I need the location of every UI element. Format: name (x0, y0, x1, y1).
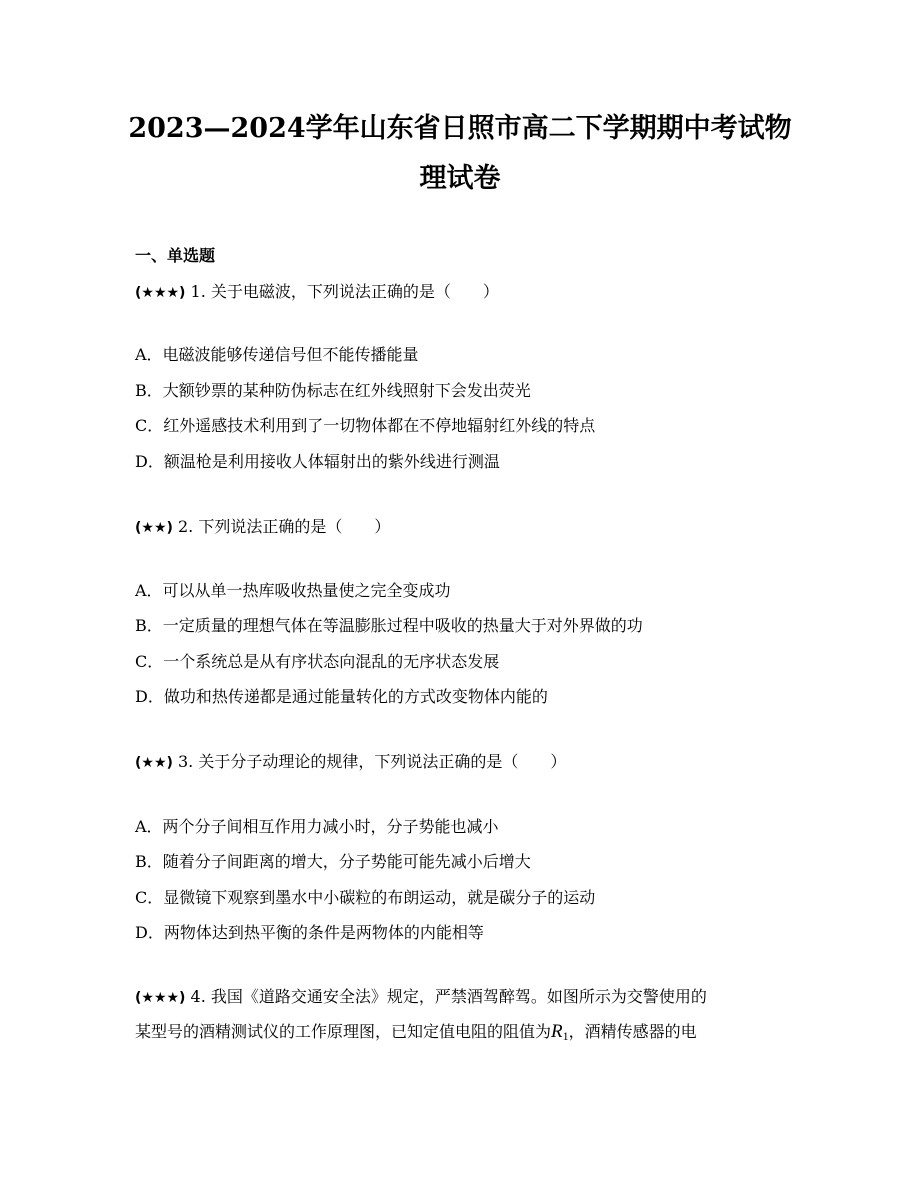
question-3-option-a: A．两个分子间相互作用力减小时，分子势能也减小 (135, 817, 499, 836)
question-1-option-c: C．红外遥感技术利用到了一切物体都在不停地辐射红外线的特点 (135, 416, 596, 435)
question-2-stem (135, 516, 390, 539)
difficulty-stars: (★★) (135, 520, 173, 536)
question-text: 某型号的酒精测试仪的工作原理图，已知定值电阻的阻值为 (135, 1022, 552, 1041)
question-1-option-b: B．大额钞票的某种防伪标志在红外线照射下会发出荧光 (135, 381, 531, 400)
difficulty-stars: (★★) (135, 755, 173, 771)
question-2-option-a: A．可以从单一热库吸收热量使之完全变成功 (135, 581, 451, 600)
question-4-stem-line2 (135, 1021, 697, 1047)
question-3-stem (135, 751, 566, 774)
question-3-option-c: C．显微镜下观察到墨水中小碳粒的布朗运动，就是碳分子的运动 (135, 888, 596, 907)
question-paren-close: ） (550, 752, 567, 771)
question-2-option-c: C．一个系统总是从有序状态向混乱的无序状态发展 (135, 652, 500, 671)
question-3-option-b: B．随着分子间距离的增大，分子势能可能先减小后增大 (135, 852, 531, 871)
section-heading: 一、单选题 (135, 246, 216, 265)
document-title-line1: 2023—2024学年山东省日照市高二下学期期中考试物 (128, 113, 792, 144)
question-2-option-d: D．做功和热传递都是通过能量转化的方式改变物体内能的 (135, 687, 548, 706)
question-1-stem (135, 281, 499, 304)
difficulty-stars: (★★★) (135, 990, 186, 1006)
difficulty-stars: (★★★) (135, 285, 186, 301)
question-text: 1. 关于电磁波，下列说法正确的是（ (190, 282, 451, 301)
question-1-option-a: A．电磁波能够传递信号但不能传播能量 (135, 345, 419, 364)
resistor-subscript: 1 (562, 1029, 569, 1043)
question-1-option-d: D．额温枪是利用接收人体辐射出的紫外线进行测温 (135, 452, 500, 471)
question-text: ，酒精传感器的电 (568, 1022, 697, 1041)
question-text: 3. 关于分子动理论的规律，下列说法正确的是（ (178, 752, 519, 771)
question-paren-close: ） (374, 517, 391, 536)
question-text: 2. 下列说法正确的是（ (178, 517, 343, 536)
resistor-symbol: R (551, 1021, 563, 1042)
question-paren-close: ） (482, 282, 499, 301)
question-3-option-d: D．两物体达到热平衡的条件是两物体的内能相等 (135, 923, 484, 942)
question-text: 4. 我国《道路交通安全法》规定，严禁酒驾醉驾。如图所示为交警使用的 (190, 987, 707, 1006)
question-2-option-b: B．一定质量的理想气体在等温膨胀过程中吸收的热量大于对外界做的功 (135, 616, 643, 635)
question-4-stem-line1 (135, 986, 707, 1009)
document-title-line2: 理试卷 (419, 163, 501, 194)
